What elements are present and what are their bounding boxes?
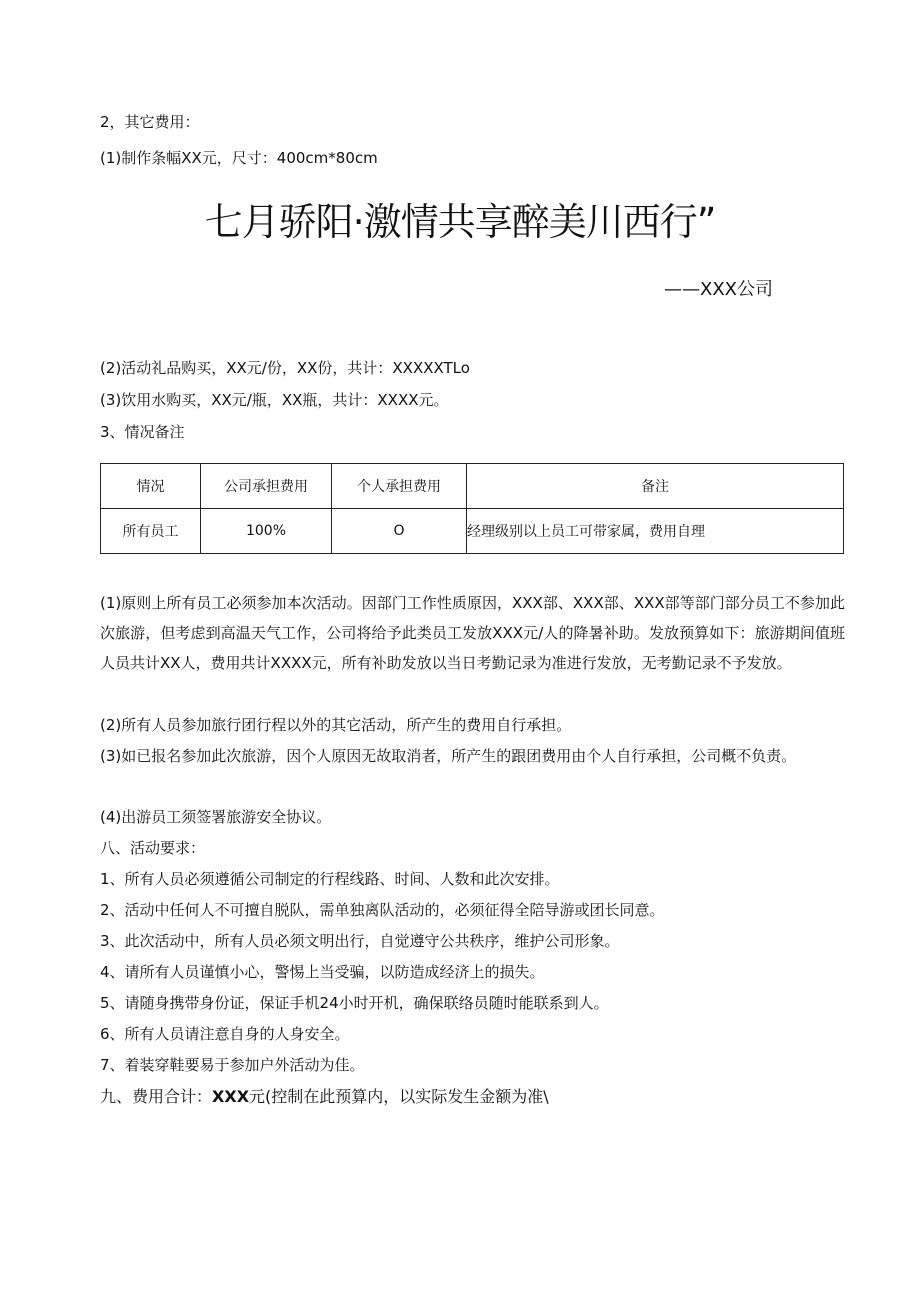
note-paragraph-3: (3)如已报名参加此次旅游，因个人原因无故取消者，所产生的跟团费用由个人自行承担，公司概不负责。 — [100, 747, 797, 765]
cost-item-banner: (1)制作条幅XX元，尺寸：400cm*80cm — [100, 149, 378, 167]
table-header-row — [101, 464, 844, 509]
note-paragraph-4: (4)出游员工须签署旅游安全协议。 — [100, 808, 332, 826]
fee-sharing-table — [100, 463, 844, 554]
table-cell: 所有员工 — [101, 509, 201, 554]
notes-heading: 3、情况备注 — [100, 423, 185, 441]
table-cell: O — [332, 509, 467, 554]
requirement-item: 7、着装穿鞋要易于参加户外活动为佳。 — [100, 1056, 365, 1074]
requirement-item: 5、请随身携带身份证，保证手机24小时开机，确保联络员随时能联系到人。 — [100, 994, 609, 1012]
total-cost-suffix: 元(控制在此预算内，以实际发生金额为准\ — [249, 1087, 549, 1106]
total-cost-amount: XXX — [212, 1087, 250, 1106]
table-cell: 经理级别以上员工可带家属，费用自理 — [467, 509, 844, 554]
requirement-item: 1、所有人员必须遵循公司制定的行程线路、时间、人数和此次安排。 — [100, 870, 560, 888]
total-cost-prefix: 九、费用合计： — [100, 1087, 213, 1106]
table-row — [101, 509, 844, 554]
table-header-cell: 公司承担费用 — [201, 464, 332, 509]
note-paragraph-2: (2)所有人员参加旅行团行程以外的其它活动，所产生的费用自行承担。 — [100, 716, 572, 734]
other-costs-heading: 2，其它费用： — [100, 113, 200, 131]
banner-title: 七月骄阳·激情共享醉美川西行” — [204, 200, 716, 244]
banner-signature: ——XXX公司 — [664, 279, 773, 300]
requirement-item: 2、活动中任何人不可擅自脱队，需单独离队活动的，必须征得全陪导游或团长同意。 — [100, 901, 665, 919]
total-cost-line — [100, 1082, 845, 1112]
table-header-cell: 备注 — [467, 464, 844, 509]
cost-item-water: (3)饮用水购买，XX元/瓶，XX瓶，共计：XXXX元。 — [100, 391, 449, 409]
table-header-cell: 个人承担费用 — [332, 464, 467, 509]
requirements-heading: 八、活动要求： — [100, 839, 206, 857]
requirement-item: 6、所有人员请注意自身的人身安全。 — [100, 1025, 350, 1043]
requirement-item: 3、此次活动中，所有人员必须文明出行，自觉遵守公共秩序，维护公司形象。 — [100, 932, 620, 950]
table-header-cell: 情况 — [101, 464, 201, 509]
table-cell: 100% — [201, 509, 332, 554]
note-paragraph-1: (1)原则上所有员工必须参加本次活动。因部门工作性质原因，XXX部、XXX部、XXX部等部门部分员工不参加此次旅游，但考虑到高温天气工作，公司将给予此类员工发放XXX元/人的降暑补助。发放预算如下：旅游期间值班人员共计XX人，费用共计XXXX元，所有补助发放以当日考勤记录为准进行发放，无考勤记录不予发放。 — [100, 594, 845, 672]
requirement-item: 4、请所有人员谨慎小心，警惕上当受骗，以防造成经济上的损失。 — [100, 963, 545, 981]
cost-item-gifts: (2)活动礼品购买，XX元/份，XX份，共计：XXXXXTLo — [100, 359, 470, 377]
